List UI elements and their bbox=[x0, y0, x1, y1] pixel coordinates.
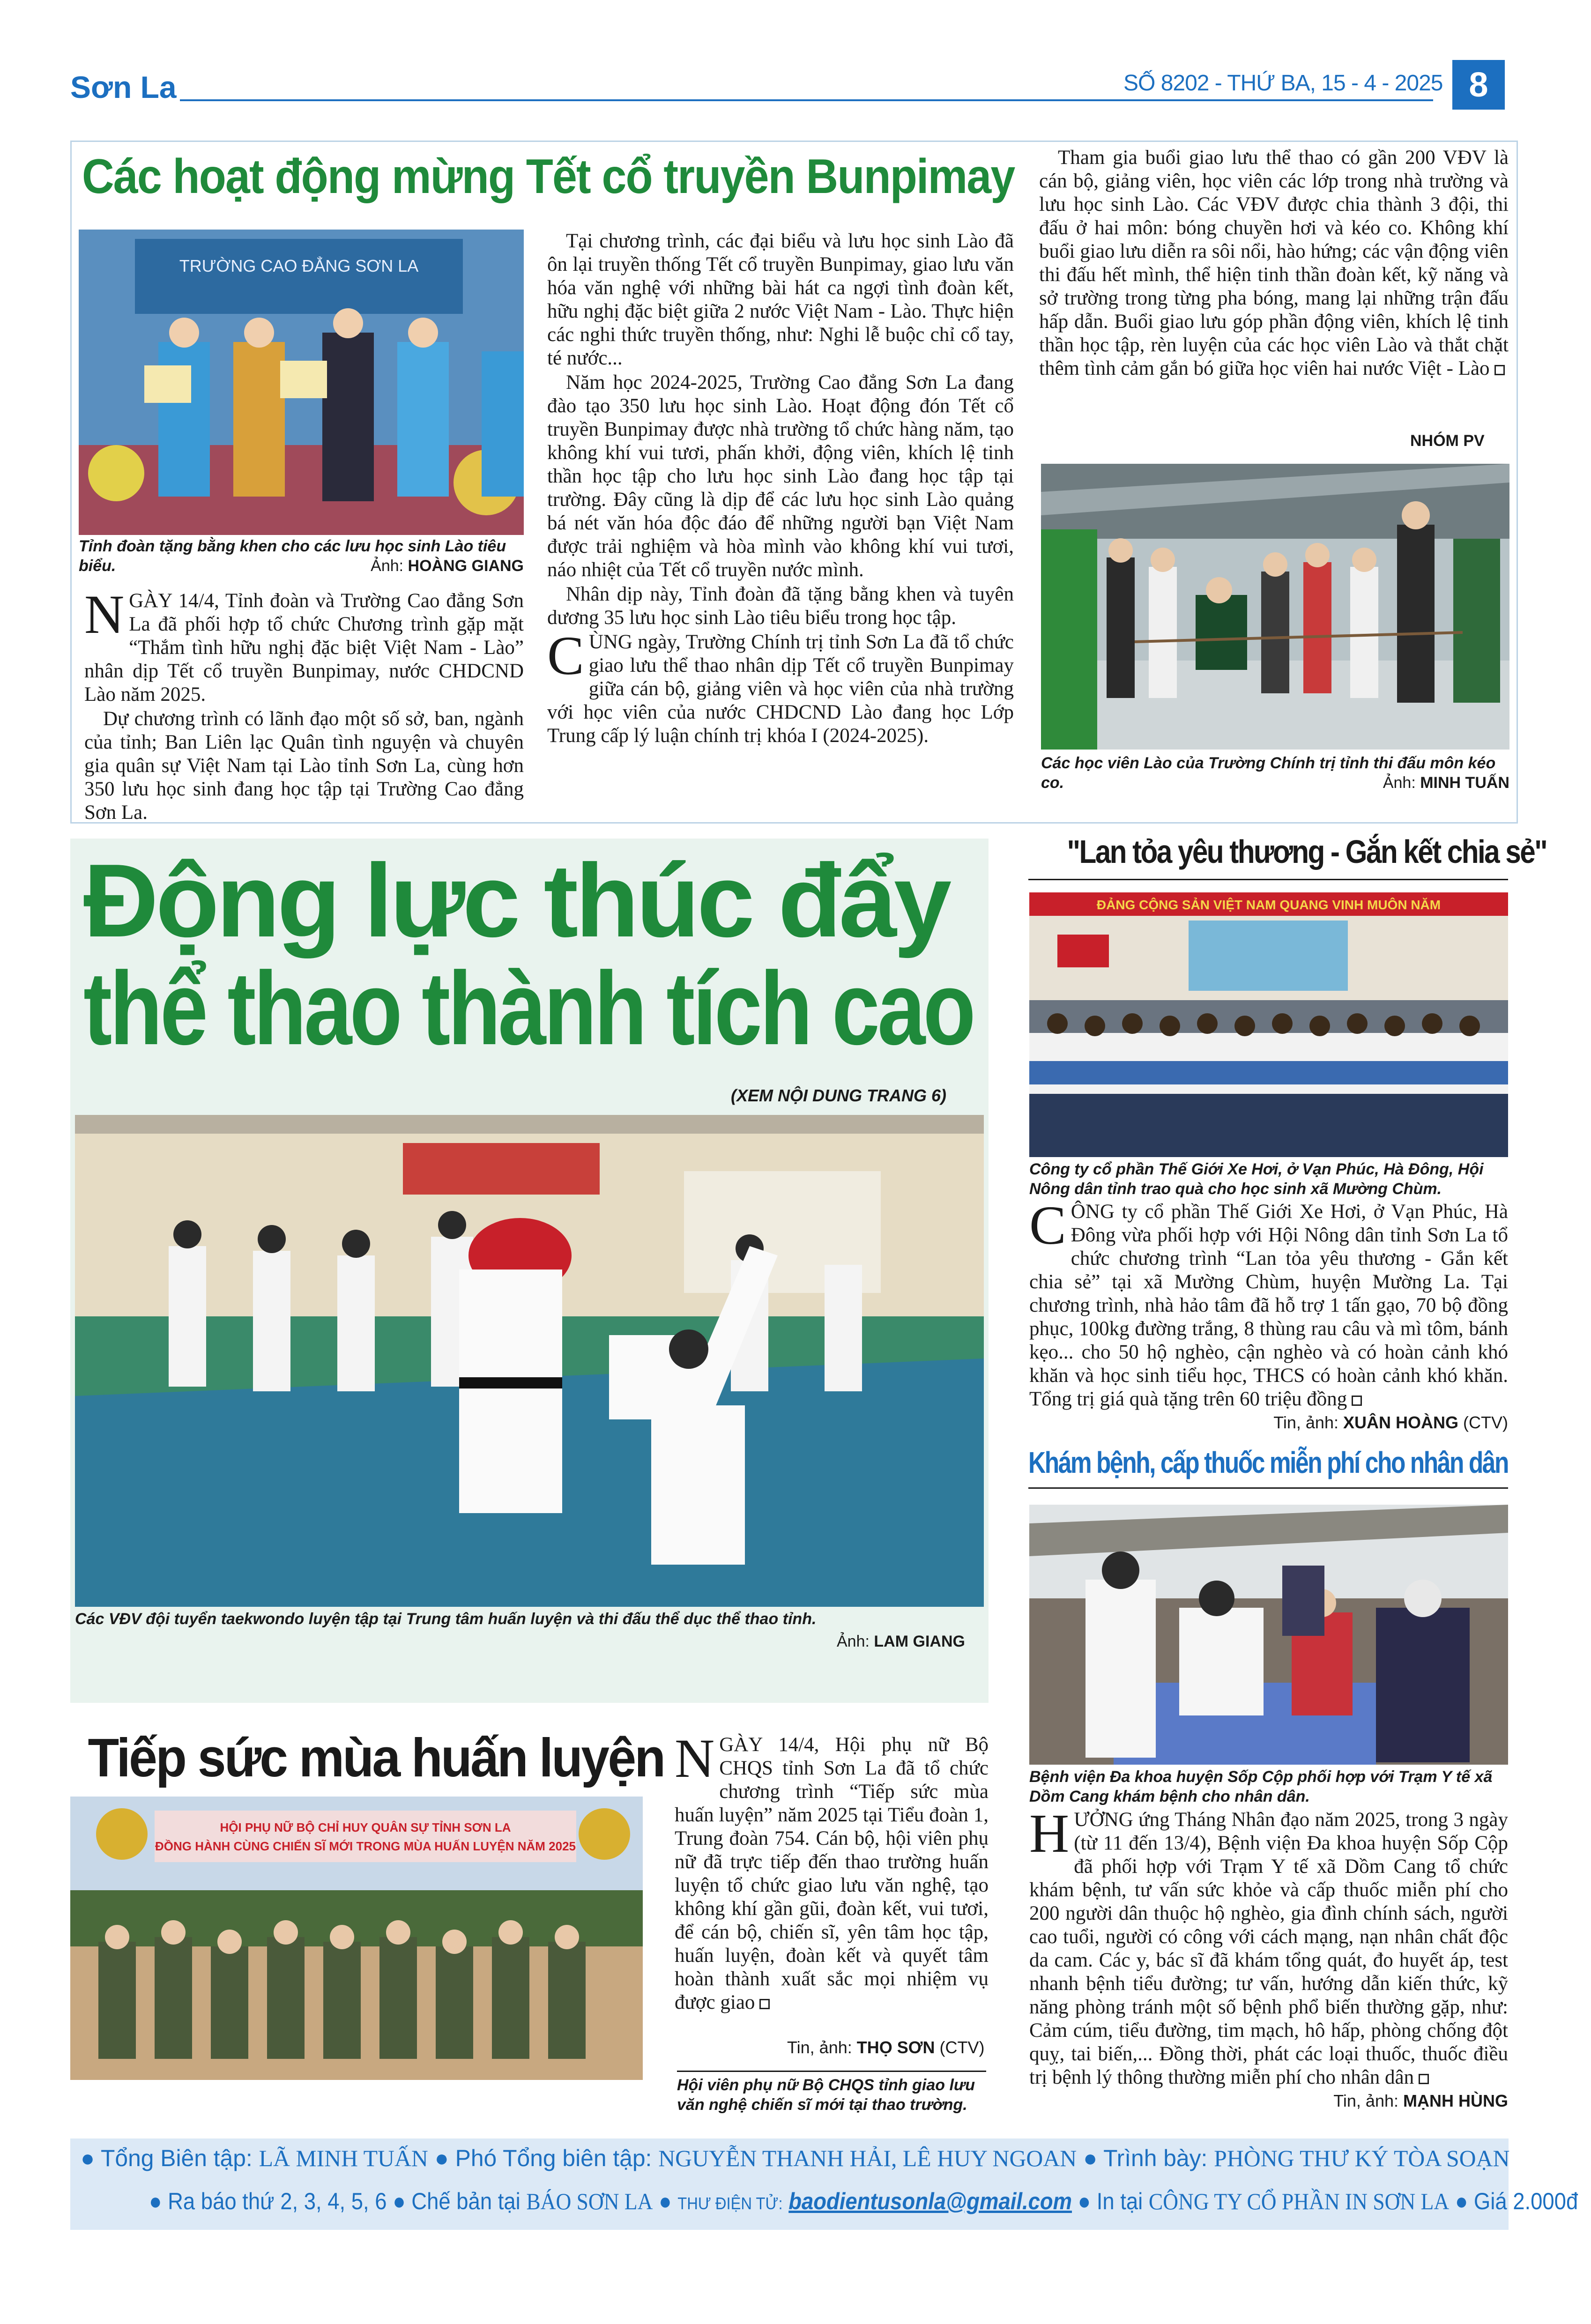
dropcap: N bbox=[84, 584, 125, 645]
end-mark-icon bbox=[1352, 1396, 1362, 1406]
article3-headline: Khám bệnh, cấp thuốc miễn phí cho nhân dân bbox=[1028, 1446, 1508, 1479]
feature-photo-caption: Các VĐV đội tuyển taekwondo luyện tập tại Trung tâm huấn luyện và thi đấu thể dục thể thao tỉnh. bbox=[75, 1610, 817, 1628]
article3-credit: Tin, ảnh: MẠNH HÙNG bbox=[1333, 2091, 1508, 2110]
article4-photo-caption: Hội viên phụ nữ Bộ CHQS tỉnh giao lưu văn nghệ chiến sĩ mới tại thao trường. bbox=[677, 2076, 975, 2114]
article3-photo-clinic bbox=[1029, 1505, 1508, 1765]
article3-body: HƯỞNG ứng Tháng Nhân đạo năm 2025, trong 3 ngày (từ 11 đến 13/4), Bệnh viện Đa khoa huyện Sốp Cộp đã phối hợp với Trạm Y tế xã Dồm Cang tổ chức khám bệnh, tư vấn sức khỏe và cấp thuốc miễn phí cho 200 người dân thuộc hộ nghèo, gia đình chính sách, người cao tuổi, người có công với cách mạng, nạn nhân chất độc da cam. Các y, bác sĩ đã khám tổng quát, đo huyết áp, test nhanh bệnh tiểu đường; tư vấn, hướng dẫn kiến thức, kỹ năng phòng tránh một số bệnh phổ biến thường gặp, như: Cảm cúm, tiểu đường, tim mạch, hô hấp, phòng chống đột quỵ, tai biến,... Đồng thời, phát các loại thuốc, thuốc điều trị bệnh lý thông thường miễn phí cho nhân dân Tin, ảnh: MẠNH HÙNG bbox=[1029, 1808, 1508, 2113]
article4-headline: Tiếp sức mùa huấn luyện bbox=[88, 1727, 664, 1788]
issue-info: SỐ 8202 - THỨ BA, 15 - 4 - 2025 bbox=[1123, 71, 1443, 96]
feature-photo-taekwondo bbox=[75, 1115, 984, 1607]
article3-photo-caption: Bệnh viện Đa khoa huyện Sốp Cộp phối hợp với Trạm Y tế xã Dồm Cang khám bệnh cho nhân dân. bbox=[1029, 1768, 1493, 1805]
footer-line2: ● Ra báo thứ 2, 3, 4, 5, 6 ● Chế bản tại BÁO SƠN LA ● THƯ ĐIỆN TỬ: baodientusonla@gmail.com ● In tại CÔNG TY CỔ PHẦN IN SƠN LA ● Giá 2.000đ bbox=[149, 2188, 1578, 2214]
article4-credit: Tin, ảnh: THỌ SƠN (CTV) bbox=[787, 2038, 985, 2057]
article4-caption-rule bbox=[677, 2071, 986, 2072]
bullet-icon: ● bbox=[1083, 2145, 1098, 2171]
article4-banner-line1: HỘI PHỤ NỮ BỘ CHỈ HUY QUÂN SỰ TỈNH SƠN LA bbox=[220, 1820, 511, 1834]
article2-banner: ĐẢNG CỘNG SẢN VIỆT NAM QUANG VINH MUÔN NĂM bbox=[1096, 898, 1441, 912]
article1-column3: Tham gia buổi giao lưu thể thao có gần 200 VĐV là cán bộ, giảng viên, học viên các lớp trong nhà trường và lưu học sinh Lào. Các VĐV được chia thành 3 đội, thi đấu ở hai môn: bóng chuyền hơi và kéo co. Không khí buổi giao lưu diễn ra sôi nổi, hào hứng; các vận động viên thi đấu hết mình, thể hiện tinh thần đoàn kết, kỹ năng và sở trường trong từng pha bóng, mang lại những trận đấu hấp dẫn. Buổi giao lưu góp phần động viên, khích lệ tinh thần học tập, rèn luyện của các học viên Lào và thắt chặt thêm tình cảm gắn bó giữa học viên hai nước Việt - Lào bbox=[1039, 147, 1509, 379]
feature-headline-line1: Động lực thúc đẩy bbox=[83, 843, 949, 959]
section-name: Sơn La bbox=[70, 70, 177, 104]
article1-column1: NGÀY 14/4, Tỉnh đoàn và Trường Cao đẳng Sơn La đã phối hợp tổ chức Chương trình gặp mặt “Thắm tình hữu nghị đặc biệt Việt Nam - Lào” nhân dịp Tết cổ truyền Bunpimay, nước CHDCND Lào năm 2025. Dự chương trình có lãnh đạo một số sở, ban, ngành của tỉnh; Ban Liên lạc Quân tình nguyện và chuyên gia quân sự Việt Nam tại Lào tỉnh Sơn La, cùng hơn 350 lưu học sinh đang học tập tại Trường Cao đẳng Sơn La. bbox=[84, 584, 524, 824]
article3-rule bbox=[1028, 1487, 1508, 1489]
dropcap: N bbox=[675, 1728, 715, 1789]
feature-photo-credit: Ảnh: LAM GIANG bbox=[837, 1633, 965, 1650]
end-mark-icon bbox=[1494, 365, 1505, 375]
article2-credit: Tin, ảnh: XUÂN HOÀNG (CTV) bbox=[1273, 1413, 1508, 1432]
bullet-icon: ● bbox=[81, 2145, 95, 2171]
article4-photo-training bbox=[70, 1797, 643, 2080]
dropcap: C bbox=[547, 625, 584, 686]
article2-photo-caption: Công ty cổ phần Thế Giới Xe Hơi, ở Vạn Phúc, Hà Đông, Hội Nông dân tỉnh trao quà cho học sinh xã Mường Chùm. bbox=[1029, 1160, 1484, 1198]
feature-headline-line2: thể thao thành tích cao bbox=[83, 950, 974, 1067]
article2-rule bbox=[1028, 879, 1508, 880]
article1-photo-caption bbox=[79, 536, 524, 576]
article1-photo2-caption: Các học viên Lào của Trường Chính trị tỉnh thi đấu môn kéo co. Ảnh: MINH TUẤN bbox=[1041, 754, 1509, 792]
footer-email-link[interactable]: baodientusonla@gmail.com bbox=[788, 2188, 1072, 2214]
end-mark-icon bbox=[759, 1999, 770, 2009]
bullet-icon: ● bbox=[659, 2188, 672, 2214]
dropcap: C bbox=[1029, 1195, 1066, 1256]
article2-headline: "Lan tỏa yêu thương - Gắn kết chia sẻ" bbox=[1067, 833, 1547, 870]
bullet-icon: ● bbox=[1455, 2188, 1468, 2214]
article2-photo-gifts bbox=[1029, 892, 1508, 1157]
article1-column2: Tại chương trình, các đại biểu và lưu học sinh Lào đã ôn lại truyền thống Tết cổ truyền Bunpimay, giao lưu văn hóa văn nghệ với những bài hát ca ngợi tình đoàn kết, hữu nghị đặc biệt giữa 2 nước Việt Nam - Lào. Thực hiện các nghi thức truyền thống, như: Nghi lễ buộc chỉ cổ tay, té nước... Năm học 2024-2025, Trường Cao đẳng Sơn La đang đào tạo 350 lưu học sinh Lào. Hoạt động đón Tết cổ truyền Bunpimay được nhà trường tổ chức hàng năm, tạo không khí vui tươi, phấn khởi, động viên, khích lệ tinh thần học tập cho lưu học sinh Lào đang học tập tại trường. Đây cũng là dịp để các lưu học sinh Lào quảng bá nét văn hóa độc đáo để những người bạn Việt Nam được trải nghiệm và hòa mình vào không khí vui tươi, náo nhiệt của Tết cổ truyền nước mình. Nhân dịp này, Tỉnh đoàn đã tặng bằng khen và tuyên dương 35 lưu học sinh Lào tiêu biểu trong học tập. CÙNG ngày, Trường Chính trị tỉnh Sơn La đã tổ chức giao lưu thể thao nhân dịp Tết cổ truyền Bunpimay giữa cán bộ, giảng viên và học viên của nhà trường với học viên của nước CHDCND Lào đang học Lớp Trung cấp lý luận chính trị khóa I (2024-2025). bbox=[547, 230, 1014, 747]
header-rule bbox=[180, 99, 1433, 101]
article2-body: CÔNG ty cổ phần Thế Giới Xe Hơi, ở Vạn Phúc, Hà Đông vừa phối hợp với Hội Nông dân tỉnh Sơn La tổ chức chương trình “Lan tỏa yêu thương - Gắn kết chia sẻ” tại xã Mường Chùm, huyện Mường La. Tại chương trình, nhà hảo tâm đã hỗ trợ 1 tấn gạo, 70 bộ đồng phục, 100kg đường trắng, 8 thùng rau câu và mì tôm, bánh kẹo... cho 50 hộ nghèo, cận nghèo và có hoàn cảnh khó khăn và học sinh tiểu học, THCS có hoàn cảnh khó khăn. Tổng trị giá quà tặng trên 60 triệu đồng Tin, ảnh: XUÂN HOÀNG (CTV) bbox=[1029, 1200, 1508, 1434]
article4-body: NGÀY 14/4, Hội phụ nữ Bộ CHQS tỉnh Sơn La đã tổ chức chương trình “Tiếp sức mùa huấn luyện” năm 2025 tại Tiểu đoàn 1, Trung đoàn 754. Cán bộ, hội viên phụ nữ đã trực tiếp đến thao trường huấn luyện tổ chức giao lưu văn nghệ, tạo không khí gần gũi, đoàn kết, vui tươi, để cán bộ, chiến sĩ, yên tâm học tập, huấn luyện, đoàn kết và quyết tâm hoàn thành xuất sắc mọi nhiệm vụ được giao bbox=[675, 1728, 989, 2013]
dropcap: H bbox=[1029, 1803, 1070, 1864]
article4-banner-line2: ĐỒNG HÀNH CÙNG CHIẾN SĨ MỚI TRONG MÙA HUẤN LUYỆN NĂM 2025 bbox=[155, 1839, 576, 1853]
bullet-icon: ● bbox=[434, 2145, 449, 2171]
article1-photo-credit: Ảnh: HOÀNG GIANG bbox=[371, 557, 524, 575]
end-mark-icon bbox=[1419, 2074, 1429, 2084]
footer-line1: ● Tổng Biên tập: LÃ MINH TUẤN ● Phó Tổng biên tập: NGUYỄN THANH HẢI, LÊ HUY NGOAN ● Trình bày: PHÒNG THƯ KÝ TÒA SOẠN bbox=[81, 2145, 1510, 2171]
bullet-icon: ● bbox=[149, 2188, 162, 2214]
article1-caption-text: Tỉnh đoàn tặng bằng khen cho các lưu học sinh Lào tiêu biểu. bbox=[79, 537, 506, 575]
page-number-badge: 8 bbox=[1452, 60, 1505, 110]
article1-headline: Các hoạt động mừng Tết cổ truyền Bunpimay bbox=[82, 149, 1015, 204]
article1-photo-text: TRƯỜNG CAO ĐẲNG SƠN LA bbox=[179, 256, 419, 275]
article1-photo2-credit: Ảnh: MINH TUẤN bbox=[1383, 774, 1509, 792]
article1-photo-tugofwar bbox=[1041, 464, 1509, 750]
article1-photo-award bbox=[79, 230, 524, 535]
bullet-icon: ● bbox=[393, 2188, 406, 2214]
feature-see-more: (XEM NỘI DUNG TRANG 6) bbox=[731, 1086, 947, 1105]
bullet-icon: ● bbox=[1078, 2188, 1091, 2214]
article1-author: NHÓM PV bbox=[1410, 432, 1485, 450]
